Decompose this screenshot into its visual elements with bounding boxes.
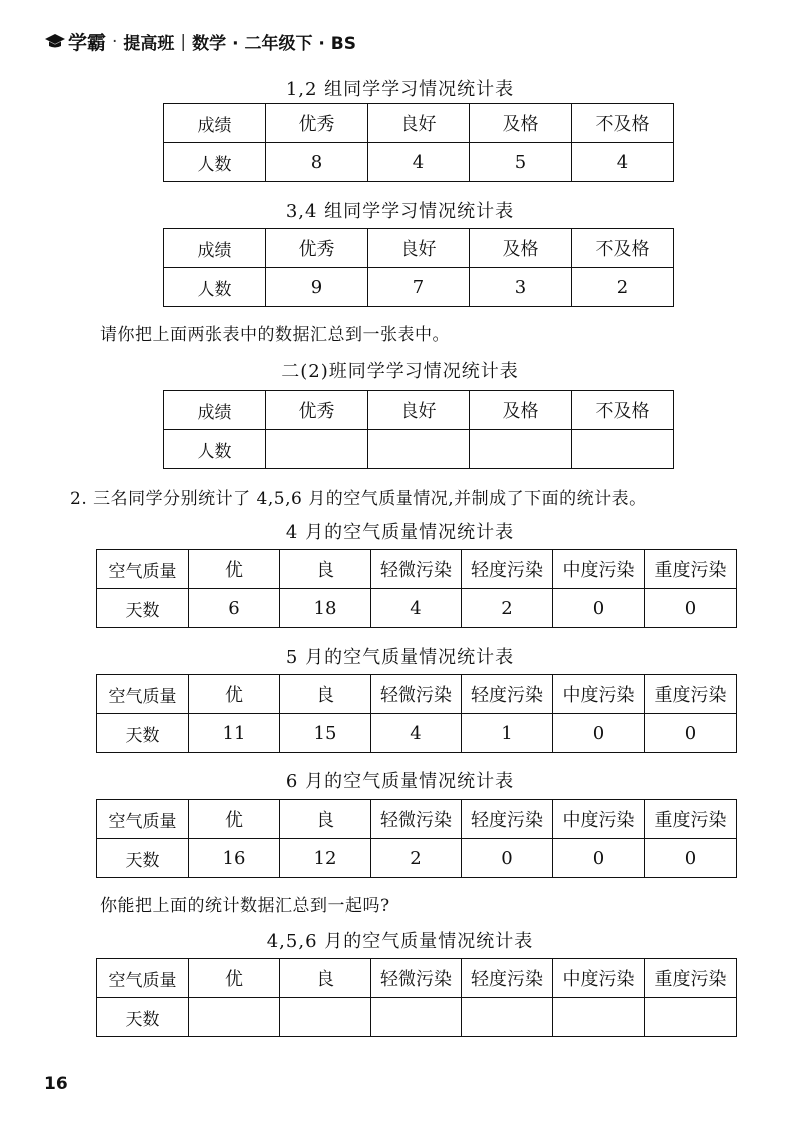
table-row [97,998,737,1037]
data-cell: 18 [280,589,371,628]
table-class-2-blank [163,390,674,469]
data-cell: 0 [553,839,645,878]
page-header: 学霸 · 提高班 | 数学 · 二年级下 · BS [44,28,356,55]
data-cell: 0 [462,839,553,878]
data-cell: 8 [266,143,368,182]
table-june [96,799,737,878]
header-cell: 轻微污染 [371,675,462,714]
answer-cell[interactable] [572,430,674,469]
header-cell: 中度污染 [553,675,645,714]
header-cell: 优 [189,675,280,714]
table-title-class-2: 二(2)班同学学习情况统计表 [281,361,519,382]
answer-cell[interactable] [189,998,280,1037]
data-cell: 16 [189,839,280,878]
data-cell: 12 [280,839,371,878]
data-cell: 4 [572,143,674,182]
header-cell: 良 [280,550,371,589]
header-cell: 优 [189,800,280,839]
answer-cell[interactable] [368,430,470,469]
table-header-row [164,229,674,268]
data-cell: 7 [368,268,470,307]
table-title-summary: 4,5,6 月的空气质量情况统计表 [266,931,534,952]
header-cell: 空气质量 [97,675,189,714]
header-cell: 轻微污染 [371,550,462,589]
header-cell: 良好 [368,229,470,268]
answer-cell[interactable] [553,998,645,1037]
header-cell: 优 [189,959,280,998]
header-cell: 轻微污染 [371,959,462,998]
summary-prompt: 你能把上面的统计数据汇总到一起吗? [100,896,390,916]
data-cell: 4 [371,589,462,628]
table-row [97,839,737,878]
header-cell: 空气质量 [97,800,189,839]
header-cell: 及格 [470,229,572,268]
row-label: 人数 [164,143,266,182]
header-cell: 成绩 [164,229,266,268]
series-name: 提高班 [123,34,175,54]
table-header-row [164,104,674,143]
data-cell: 5 [470,143,572,182]
header-cell: 不及格 [572,229,674,268]
page-number: 16 [44,1074,68,1094]
header-cell: 良好 [368,391,470,430]
row-label: 天数 [97,998,189,1037]
table-title-may: 5 月的空气质量情况统计表 [285,647,515,668]
table-row [164,430,674,469]
data-cell: 4 [368,143,470,182]
table-row [97,589,737,628]
table-summary-blank [96,958,737,1037]
question-text: 三名同学分别统计了 4,5,6 月的空气质量情况,并制成了下面的统计表。 [93,489,647,509]
header-cell: 重度污染 [645,675,737,714]
table-header-row [97,959,737,998]
row-label: 天数 [97,589,189,628]
answer-cell[interactable] [470,430,572,469]
header-cell: 良 [280,959,371,998]
graduation-cap-icon [44,33,66,51]
header-cell: 优秀 [266,104,368,143]
row-label: 人数 [164,430,266,469]
table-row [97,714,737,753]
table-header-row [97,800,737,839]
header-cell: 不及格 [572,104,674,143]
header-cell: 轻微污染 [371,800,462,839]
table-title-june: 6 月的空气质量情况统计表 [285,771,515,792]
header-cell: 重度污染 [645,550,737,589]
table-may [96,674,737,753]
data-cell: 0 [645,589,737,628]
data-cell: 0 [645,839,737,878]
data-cell: 9 [266,268,368,307]
header-cell: 轻度污染 [462,550,553,589]
header-cell: 成绩 [164,104,266,143]
data-cell: 1 [462,714,553,753]
data-cell: 11 [189,714,280,753]
question-number: 2. [70,489,88,509]
table-row [164,268,674,307]
table-row [164,143,674,182]
answer-cell[interactable] [462,998,553,1037]
header-cell: 空气质量 [97,959,189,998]
brand-name: 学霸 [68,32,107,54]
header-cell: 良好 [368,104,470,143]
data-cell: 0 [553,714,645,753]
table-groups-3-4 [163,228,674,307]
table-header-row [97,675,737,714]
instruction-text: 请你把上面两张表中的数据汇总到一张表中。 [100,325,450,345]
header-cell: 轻度污染 [462,959,553,998]
header-cell: 轻度污染 [462,800,553,839]
table-title-groups-3-4: 3,4 组同学学习情况统计表 [285,201,515,222]
data-cell: 3 [470,268,572,307]
data-cell: 6 [189,589,280,628]
subject-grade: 数学 · 二年级下 · BS [192,34,356,54]
data-cell: 2 [371,839,462,878]
table-april [96,549,737,628]
row-label: 人数 [164,268,266,307]
answer-cell[interactable] [371,998,462,1037]
header-cell: 不及格 [572,391,674,430]
header-cell: 及格 [470,391,572,430]
header-cell: 优 [189,550,280,589]
header-cell: 中度污染 [553,800,645,839]
data-cell: 0 [553,589,645,628]
table-header-row [164,391,674,430]
header-cell: 优秀 [266,391,368,430]
data-cell: 2 [572,268,674,307]
data-cell: 15 [280,714,371,753]
header-cell: 良 [280,800,371,839]
header-cell: 及格 [470,104,572,143]
data-cell: 0 [645,714,737,753]
table-header-row [97,550,737,589]
header-cell: 重度污染 [645,800,737,839]
data-cell: 4 [371,714,462,753]
header-cell: 中度污染 [553,959,645,998]
answer-cell[interactable] [280,998,371,1037]
answer-cell[interactable] [266,430,368,469]
row-label: 天数 [97,714,189,753]
row-label: 天数 [97,839,189,878]
header-cell: 空气质量 [97,550,189,589]
header-cell: 中度污染 [553,550,645,589]
table-title-april: 4 月的空气质量情况统计表 [285,522,515,543]
header-cell: 轻度污染 [462,675,553,714]
table-groups-1-2 [163,103,674,182]
table-title-groups-1-2: 1,2 组同学学习情况统计表 [285,79,515,100]
header-cell: 重度污染 [645,959,737,998]
answer-cell[interactable] [645,998,737,1037]
data-cell: 2 [462,589,553,628]
header-cell: 良 [280,675,371,714]
header-cell: 成绩 [164,391,266,430]
header-cell: 优秀 [266,229,368,268]
brand-logo [44,28,106,55]
question-2 [70,484,647,509]
